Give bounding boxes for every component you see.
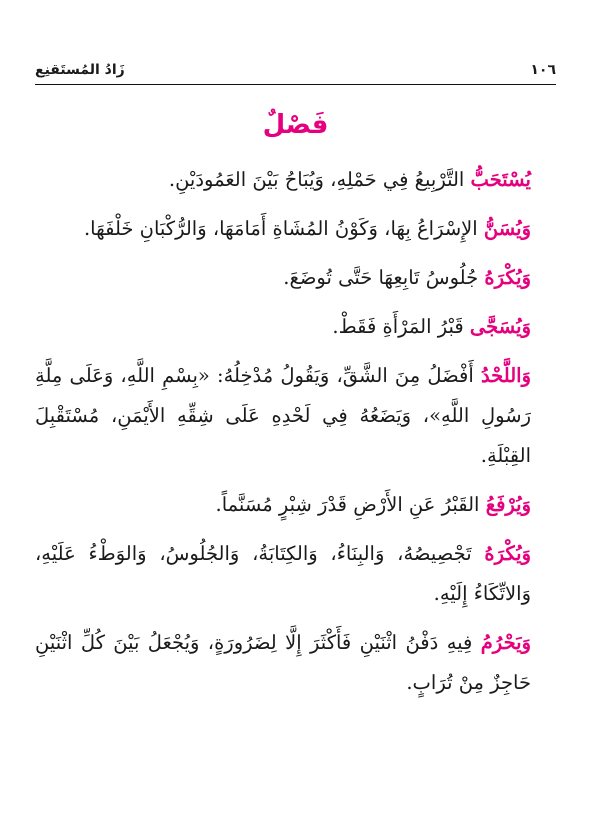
paragraph-text: أَفْضَلُ مِنَ الشَّقِّ، وَيَقُولُ مُدْخِلُهُ: «بِسْمِ اللَّهِ، وَعَلَى مِلَّةِ رَسُولِ اللَّهِ»، وَيَضَعُهُ فِي لَحْدِهِ عَلَى شِقِّهِ الأَيْمَنِ، مُسْتَقْبِلَ القِبْلَةِ. [35,364,531,467]
paragraph-text: جُلُوسُ تَابِعِهَا حَتَّى تُوضَعَ. [283,266,485,289]
paragraph-text: تَجْصِيصُهُ، وَالبِنَاءُ، وَالكِتَابَةُ، وَالجُلُوسُ، وَالوَطْءُ عَلَيْهِ، وَالاتِّكَاءُ إِلَيْهِ. [35,542,531,605]
paragraph [35,356,556,476]
paragraph [35,534,556,614]
paragraph-keyword: وَيُسَجَّى [469,315,531,338]
paragraph-keyword: وَيَحْرُمُ [480,631,531,654]
book-title: زَادُ المُستَقنِع [35,62,125,78]
paragraph [35,209,556,249]
section-title: فَصْلٌ [262,110,329,140]
paragraph [35,623,556,703]
paragraph-text: قَبْرُ المَرْأَةِ فَقَطْ. [332,315,470,338]
paragraph-keyword: وَيُكْرَهُ [484,266,531,289]
paragraph [35,160,556,200]
page-header [35,56,556,78]
paragraph [35,485,556,525]
paragraph-text: فِيهِ دَفْنُ اثْنَيْنِ فَأَكْثَرَ إِلَّا لِضَرُورَةٍ، وَيُجْعَلُ بَيْنَ كُلِّ اثْنَيْنِ حَاجِزٌ مِنْ تُرَابٍ. [35,631,531,694]
header-divider [35,84,556,85]
page-number: ١٠٦ [530,62,556,78]
paragraph-keyword: وَيُكْرَهُ [484,542,531,565]
paragraph-text: التَّرْبِيعُ فِي حَمْلِهِ، وَيُبَاحُ بَيْنَ العَمُودَيْنِ. [168,168,471,191]
paragraph-keyword: وَيُسَنُّ [483,217,531,240]
paragraph-keyword: وَاللَّحْدُ [480,364,531,387]
paragraph [35,307,556,347]
body-text [35,160,556,712]
paragraph-text: القَبْرُ عَنِ الأَرْضِ قَدْرَ شِبْرٍ مُسَنَّماً. [215,493,486,516]
paragraph-keyword: وَيُرْفَعُ [485,493,531,516]
paragraph [35,258,556,298]
paragraph-keyword: يُسْتَحَبُّ [470,168,531,191]
paragraph-text: الإِسْرَاعُ بِهَا، وَكَوْنُ المُشَاةِ أَمَامَهَا، وَالرُّكْبَانِ خَلْفَهَا. [83,217,484,240]
